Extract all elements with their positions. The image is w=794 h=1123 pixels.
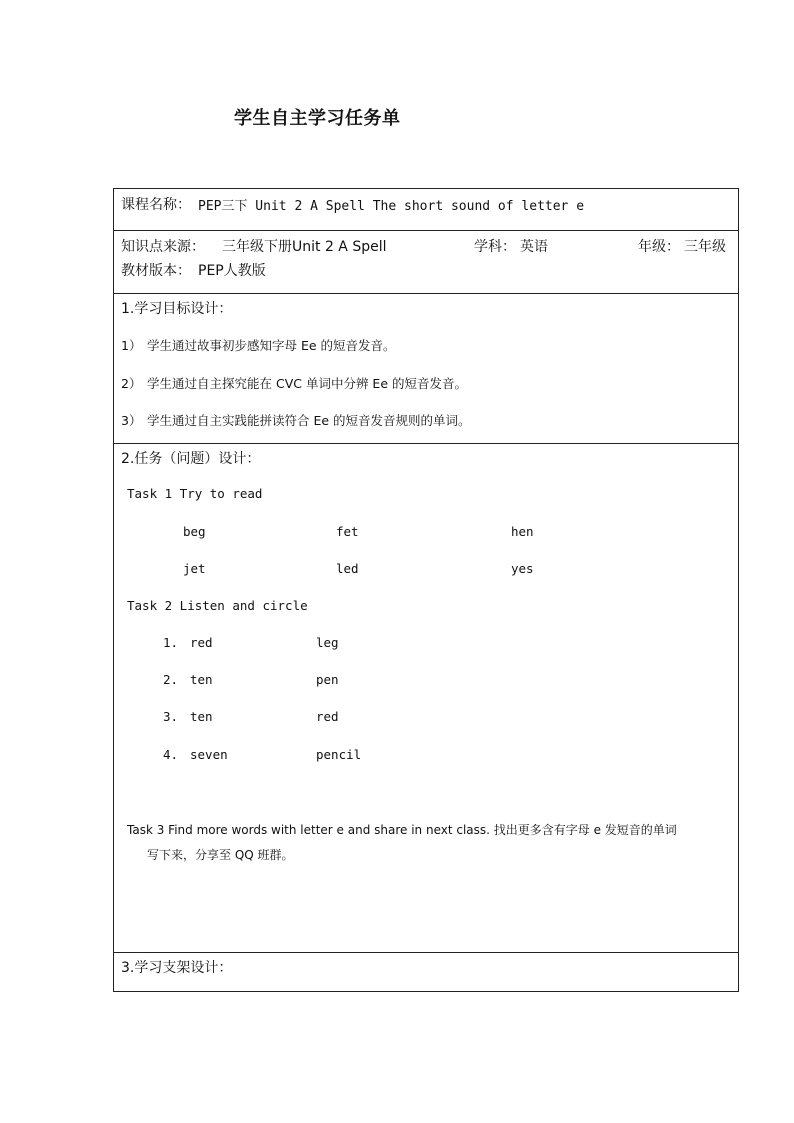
task1-word: hen	[511, 524, 534, 539]
task2-word: red	[190, 635, 213, 650]
task2-word: ten	[190, 672, 213, 687]
goals-heading: 1.学习目标设计：	[121, 301, 233, 317]
edition-label: 教材版本：	[121, 263, 191, 279]
task-sheet-table	[113, 188, 739, 992]
task2-num: 1.	[163, 635, 179, 650]
source-label: 知识点来源：	[121, 239, 205, 255]
task2-word: seven	[190, 747, 228, 762]
goal-item-1: 学生通过故事初步感知字母 Ee 的短音发音。	[147, 338, 396, 353]
task2-num: 3.	[163, 709, 179, 724]
tasks-heading: 2.任务（问题）设计：	[121, 451, 261, 467]
subject-label: 学科：	[474, 239, 516, 255]
task1-word: beg	[183, 524, 206, 539]
goal-item-3: 学生通过自主实践能拼读符合 Ee 的短音发音规则的单词。	[147, 413, 471, 428]
learning-goals-section	[114, 294, 738, 444]
task2-word: pencil	[316, 747, 362, 762]
goal-item-3-num: 3）	[121, 413, 142, 428]
course-row	[114, 189, 738, 231]
task2-word: leg	[316, 635, 339, 650]
course-value: PEP三下 Unit 2 A Spell The short sound of letter e	[198, 199, 585, 214]
task2-num: 2.	[163, 672, 179, 687]
page-title: 学生自主学习任务单	[234, 108, 401, 129]
scaffold-heading: 3.学习支架设计：	[121, 960, 233, 976]
task1-word: yes	[511, 561, 534, 576]
task3-line-1: Task 3 Find more words with letter e and share in next class. 找出更多含有字母 e 发短音的单词	[127, 823, 677, 837]
task1-label: Task 1 Try to read	[127, 486, 263, 501]
task1-word: jet	[183, 561, 206, 576]
goal-item-2: 学生通过自主探究能在 CVC 单词中分辨 Ee 的短音发音。	[147, 376, 467, 391]
task1-word: led	[336, 561, 359, 576]
task2-word: pen	[316, 672, 339, 687]
scaffold-section	[114, 953, 738, 991]
course-label: 课程名称：	[121, 197, 191, 213]
info-row	[114, 231, 738, 294]
task1-word: fet	[336, 524, 359, 539]
task2-word: ten	[190, 709, 213, 724]
source-value: 三年级下册Unit 2 A Spell	[222, 239, 387, 255]
task-design-section	[114, 444, 738, 953]
grade-label: 年级：	[638, 239, 680, 255]
task3-line-2: 写下来，分享至 QQ 班群。	[147, 848, 294, 862]
task2-label: Task 2 Listen and circle	[127, 598, 308, 613]
task2-word: red	[316, 709, 339, 724]
goal-item-2-num: 2）	[121, 376, 142, 391]
subject-value: 英语	[520, 239, 548, 255]
task2-num: 4.	[163, 747, 179, 762]
edition-value: PEP人教版	[198, 263, 266, 279]
grade-value: 三年级	[684, 239, 726, 255]
goal-item-1-num: 1）	[121, 338, 142, 353]
